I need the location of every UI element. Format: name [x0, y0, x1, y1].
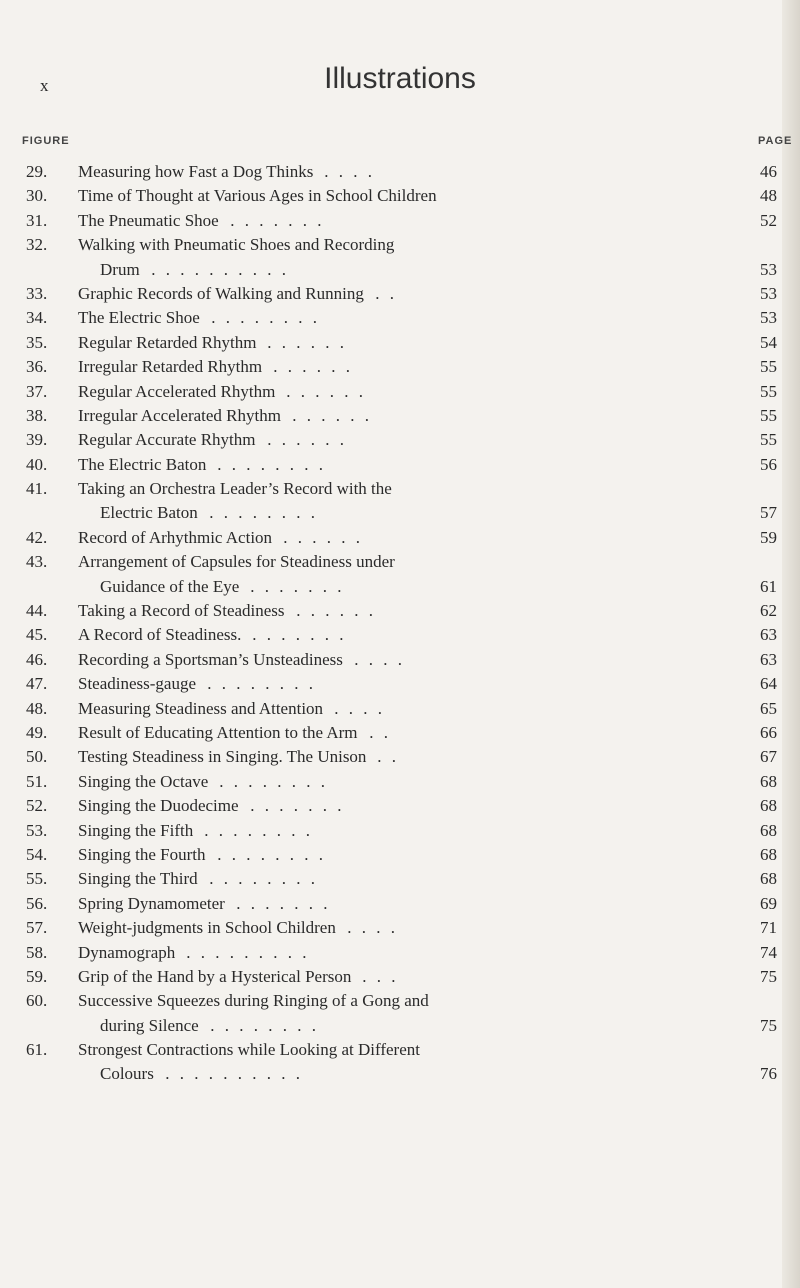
page-number: 55	[760, 405, 777, 425]
page-number: 71	[760, 918, 777, 938]
figure-number: 40.	[26, 454, 48, 474]
leader-dots: . . . . . .	[276, 527, 363, 547]
list-item	[0, 1038, 800, 1062]
figure-title: The Electric Baton	[78, 454, 207, 474]
figure-number: 48.	[26, 698, 48, 718]
figure-title: Regular Accurate Rhythm	[78, 430, 256, 450]
figure-number: 45.	[26, 625, 48, 645]
figure-title: Irregular Accelerated Rhythm	[78, 405, 281, 425]
figure-title: Weight-judgments in School Children	[78, 918, 336, 938]
figure-number: 29.	[26, 162, 48, 181]
list-item	[0, 331, 800, 355]
page-number: 53	[760, 308, 777, 328]
figure-number: 55.	[26, 869, 48, 889]
figure-number: 36.	[26, 357, 48, 377]
page-folio: x	[40, 76, 49, 95]
leader-dots: . . . . . . . .	[212, 771, 328, 791]
leader-dots: . . . . . . . .	[204, 308, 320, 328]
leader-dots: . . . . . . . . . .	[144, 259, 289, 279]
figure-number: 54.	[26, 844, 48, 864]
list-item	[0, 1062, 800, 1086]
figure-title: Drum	[100, 259, 140, 279]
leader-dots: . . . . . . . . .	[179, 942, 310, 962]
figure-number: 43.	[26, 552, 48, 572]
figure-title: Time of Thought at Various Ages in School Children	[78, 186, 437, 206]
list-item	[0, 770, 800, 794]
figure-title: Result of Educating Attention to the Arm	[78, 722, 358, 742]
page-number: 48	[760, 186, 777, 206]
figure-title: The Pneumatic Shoe	[78, 210, 219, 230]
leader-dots: . . . .	[317, 162, 375, 181]
leader-dots: . . . . . . .	[223, 210, 325, 230]
page-number: 67	[760, 747, 777, 767]
page-number: 61	[760, 576, 777, 596]
leader-dots: . . . . . . . .	[210, 844, 326, 864]
list-item	[0, 209, 800, 233]
list-item	[0, 697, 800, 721]
figure-title: Dynamograph	[78, 942, 176, 962]
leader-dots: . . . . . .	[260, 332, 347, 352]
figure-title: Singing the Duodecime	[78, 796, 239, 816]
list-item	[0, 282, 800, 306]
figure-title: Singing the Octave	[78, 771, 209, 791]
leader-dots: . . .	[355, 966, 399, 986]
leader-dots: . . . .	[347, 649, 405, 669]
figure-column-header: FIGURE	[22, 135, 70, 147]
figure-title: Recording a Sportsman’s Unsteadiness	[78, 649, 343, 669]
figure-title: Taking a Record of Steadiness	[78, 601, 285, 621]
leader-dots: . . . . . . . .	[197, 820, 313, 840]
figure-number: 56.	[26, 893, 48, 913]
list-item	[0, 843, 800, 867]
figure-title: Measuring how Fast a Dog Thinks	[78, 162, 314, 181]
figure-number: 31.	[26, 210, 48, 230]
figure-number: 61.	[26, 1040, 48, 1060]
page-number: 54	[760, 332, 777, 352]
list-item	[0, 477, 800, 501]
figure-title: Colours	[100, 1064, 154, 1084]
figure-number: 35.	[26, 332, 48, 352]
figure-title: Grip of the Hand by a Hysterical Person	[78, 966, 352, 986]
page-number: 55	[760, 381, 777, 401]
page-number: 56	[760, 454, 777, 474]
figure-number: 53.	[26, 820, 48, 840]
list-item	[0, 550, 800, 574]
figure-title: Record of Arhythmic Action	[78, 527, 273, 547]
leader-dots: . . . . . . .	[229, 893, 331, 913]
figure-title: Regular Accelerated Rhythm	[78, 381, 276, 401]
page-number: 59	[760, 527, 777, 547]
figure-number: 38.	[26, 405, 48, 425]
figure-number: 30.	[26, 186, 48, 206]
page-number: 63	[760, 649, 777, 669]
leader-dots: . . . . . . .	[243, 796, 345, 816]
page-number: 65	[760, 698, 777, 718]
list-item	[0, 745, 800, 769]
leader-dots: . . . . . . . .	[203, 1015, 319, 1035]
figure-title: Irregular Retarded Rhythm	[78, 357, 263, 377]
figure-number: 42.	[26, 527, 48, 547]
list-item	[0, 989, 800, 1013]
page-number: 68	[760, 844, 777, 864]
figure-title: The Electric Shoe	[78, 308, 200, 328]
page-number: 75	[760, 966, 777, 986]
figure-number: 34.	[26, 308, 48, 328]
leader-dots: . .	[368, 283, 397, 303]
page-number: 66	[760, 722, 777, 742]
list-item	[0, 892, 800, 916]
figure-number: 50.	[26, 747, 48, 767]
figure-title: during Silence	[100, 1015, 199, 1035]
leader-dots: . .	[370, 747, 399, 767]
list-item	[0, 380, 800, 404]
figure-title: Singing the Third	[78, 869, 198, 889]
page-number: 63	[760, 625, 777, 645]
list-item	[0, 916, 800, 940]
list-item	[0, 672, 800, 696]
figure-title: Guidance of the Eye	[100, 576, 240, 596]
page-number: 69	[760, 893, 777, 913]
list-item	[0, 941, 800, 965]
list-item	[0, 258, 800, 282]
list-item	[0, 233, 800, 257]
figure-number: 46.	[26, 649, 48, 669]
figure-number: 60.	[26, 991, 48, 1011]
list-item	[0, 184, 800, 208]
page-number: 52	[760, 210, 777, 230]
list-item	[0, 404, 800, 428]
figure-title: Arrangement of Capsules for Steadiness under	[78, 552, 395, 572]
page-number: 55	[760, 430, 777, 450]
figure-number: 32.	[26, 235, 48, 255]
page-number: 46	[760, 162, 777, 181]
leader-dots: . . . . . . . .	[210, 454, 326, 474]
figure-number: 57.	[26, 918, 48, 938]
figure-number: 44.	[26, 601, 48, 621]
figure-number: 37.	[26, 381, 48, 401]
list-item	[0, 599, 800, 623]
list-item	[0, 306, 800, 330]
leader-dots: . .	[362, 722, 391, 742]
leader-dots: . . . .	[340, 918, 398, 938]
list-item	[0, 501, 800, 525]
figure-title: Strongest Contractions while Looking at Different	[78, 1040, 420, 1060]
figure-title: Regular Retarded Rhythm	[78, 332, 257, 352]
figure-title: Steadiness-gauge	[78, 674, 197, 694]
list-item	[0, 160, 800, 184]
page-number: 76	[760, 1064, 777, 1084]
leader-dots: . . . . . . . .	[200, 674, 316, 694]
figure-number: 58.	[26, 942, 48, 962]
page-title: Illustrations	[324, 62, 476, 95]
leader-dots: . . . .	[327, 698, 385, 718]
list-item	[0, 867, 800, 891]
leader-dots: . . . . . .	[279, 381, 366, 401]
list-item	[0, 1014, 800, 1038]
figure-number: 59.	[26, 966, 48, 986]
figure-title: Singing the Fourth	[78, 844, 206, 864]
illustrations-list	[0, 160, 800, 1087]
list-item	[0, 648, 800, 672]
page-number: 68	[760, 796, 777, 816]
list-item	[0, 575, 800, 599]
list-item	[0, 453, 800, 477]
figure-title: Graphic Records of Walking and Running	[78, 283, 364, 303]
figure-title: Singing the Fifth	[78, 820, 194, 840]
figure-title: Electric Baton	[100, 503, 198, 523]
figure-number: 52.	[26, 796, 48, 816]
page-number: 55	[760, 357, 777, 377]
leader-dots: . . . . . . .	[243, 576, 345, 596]
page-number: 68	[760, 820, 777, 840]
page-number: 75	[760, 1015, 777, 1035]
figure-number: 49.	[26, 722, 48, 742]
figure-title: Taking an Orchestra Leader’s Record with the	[78, 479, 392, 499]
leader-dots: . . . . . .	[285, 405, 372, 425]
list-item	[0, 526, 800, 550]
figure-number: 33.	[26, 283, 48, 303]
page-number: 64	[760, 674, 777, 694]
list-item	[0, 794, 800, 818]
page-number: 62	[760, 601, 777, 621]
figure-title: Measuring Steadiness and Attention	[78, 698, 324, 718]
figure-number: 47.	[26, 674, 48, 694]
page-number: 74	[760, 942, 777, 962]
page-column-header: PAGE	[758, 135, 793, 147]
page-number: 68	[760, 869, 777, 889]
list-item	[0, 428, 800, 452]
leader-dots: . . . . . . . . . .	[158, 1064, 303, 1084]
list-item	[0, 623, 800, 647]
leader-dots: . . . . . . . .	[202, 503, 318, 523]
leader-dots: . . . . . . . .	[202, 869, 318, 889]
figure-title: Successive Squeezes during Ringing of a Gong and	[78, 991, 429, 1011]
list-item	[0, 721, 800, 745]
list-item	[0, 355, 800, 379]
figure-number: 41.	[26, 479, 48, 499]
leader-dots: . . . . . . .	[245, 625, 347, 645]
leader-dots: . . . . . .	[266, 357, 353, 377]
list-item	[0, 965, 800, 989]
list-item	[0, 819, 800, 843]
figure-title: A Record of Steadiness.	[78, 625, 242, 645]
page-number: 68	[760, 771, 777, 791]
page-number: 53	[760, 259, 777, 279]
leader-dots: . . . . . .	[260, 430, 347, 450]
leader-dots: . . . . . .	[289, 601, 376, 621]
page-number: 57	[760, 503, 777, 523]
figure-title: Spring Dynamometer	[78, 893, 225, 913]
figure-title: Testing Steadiness in Singing. The Unison	[78, 747, 367, 767]
figure-number: 51.	[26, 771, 48, 791]
figure-title: Walking with Pneumatic Shoes and Recording	[78, 235, 395, 255]
figure-number: 39.	[26, 430, 48, 450]
page-number: 53	[760, 283, 777, 303]
